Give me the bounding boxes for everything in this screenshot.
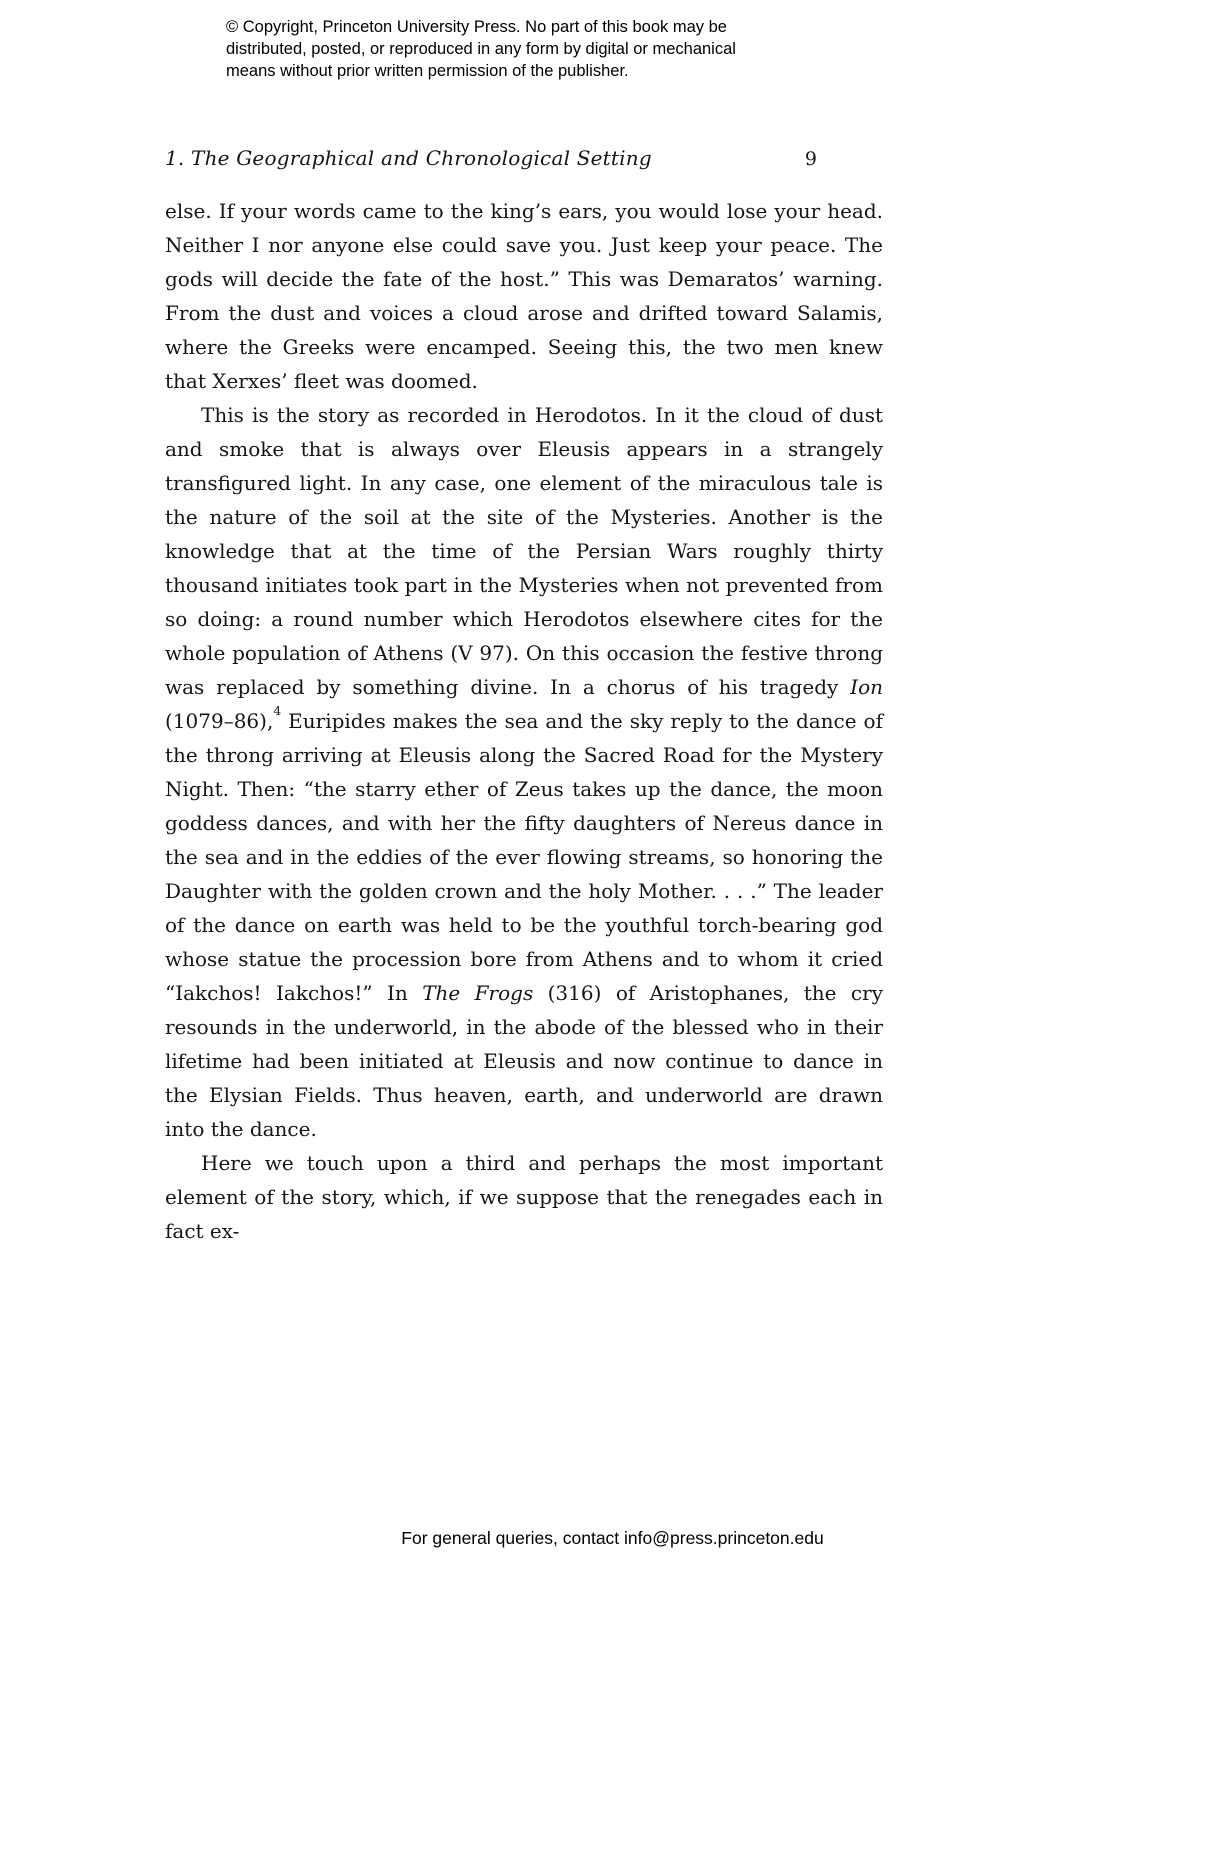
footnote-reference: 4 [273,702,282,718]
text-run: The Frogs [422,981,534,1005]
text-run: (316) of Aristophanes, the cry resounds in the underworld, in the abode of the blessed who in their lifetime had been initiated at Eleusis and now continue to dance in the Elysian Fields. Thus heaven, earth, and underworld are drawn into the dance. [165,981,883,1141]
copyright-line: © Copyright, Princeton University Press. No part of this book may be [226,18,727,36]
page-body [165,194,883,1248]
text-run: (1079–86), [165,709,274,733]
paragraph [165,398,883,1146]
text-run: Euripides makes the sea and the sky reply to the dance of the throng arriving at Eleusis along the Sacred Road for the Mystery Night. Then: “the starry ether of Zeus takes up the dance, the moon goddess dances, and with her the fifty daughters of Nereus dance in the sea and in the eddies of the ever flowing streams, so honoring the Daughter with the golden crown and the holy Mother. . . .” The leader of the dance on earth was held to be the youthful torch-bearing god whose statue the procession bore from Athens and to whom it cried “Iakchos! Iakchos!” In [165,709,883,1005]
copyright-line: means without prior written permission of the publisher. [226,62,629,80]
chapter-title: 1. The Geographical and Chronological Setting [165,146,652,170]
text-run: This is the story as recorded in Herodotos. In it the cloud of dust and smoke that is always over Eleusis appears in a strangely transfigured light. In any case, one element of the miraculous tale is the nature of the soil at the site of the Mysteries. Another is the knowledge that at the time of the Persian Wars roughly thirty thousand initiates took part in the Mysteries when not prevented from so doing: a round number which Herodotos elsewhere cites for the whole population of Athens (V 97). On this occasion the festive throng was replaced by something divine. In a chorus of his tragedy [165,403,883,699]
page-number: 9 [804,148,817,170]
text-run: Here we touch upon a third and perhaps the most important element of the story, which, if we suppose that the renegades each in fact ex- [165,1151,883,1243]
paragraph [165,1146,883,1248]
copyright-notice [226,16,736,82]
text-run: Ion [850,675,883,699]
text-run: else. If your words came to the king’s ears, you would lose your head. Neither I nor anyone else could save you. Just keep your peace. The gods will decide the fate of the host.” This was Demaratos’ warning. From the dust and voices a cloud arose and drifted toward Salamis, where the Greeks were encamped. Seeing this, the two men knew that Xerxes’ fleet was doomed. [165,199,883,393]
paragraph [165,194,883,398]
copyright-line: distributed, posted, or reproduced in any form by digital or mechanical [226,40,736,58]
footer-contact-line: For general queries, contact info@press.princeton.edu [401,1528,824,1548]
running-header [165,146,883,170]
